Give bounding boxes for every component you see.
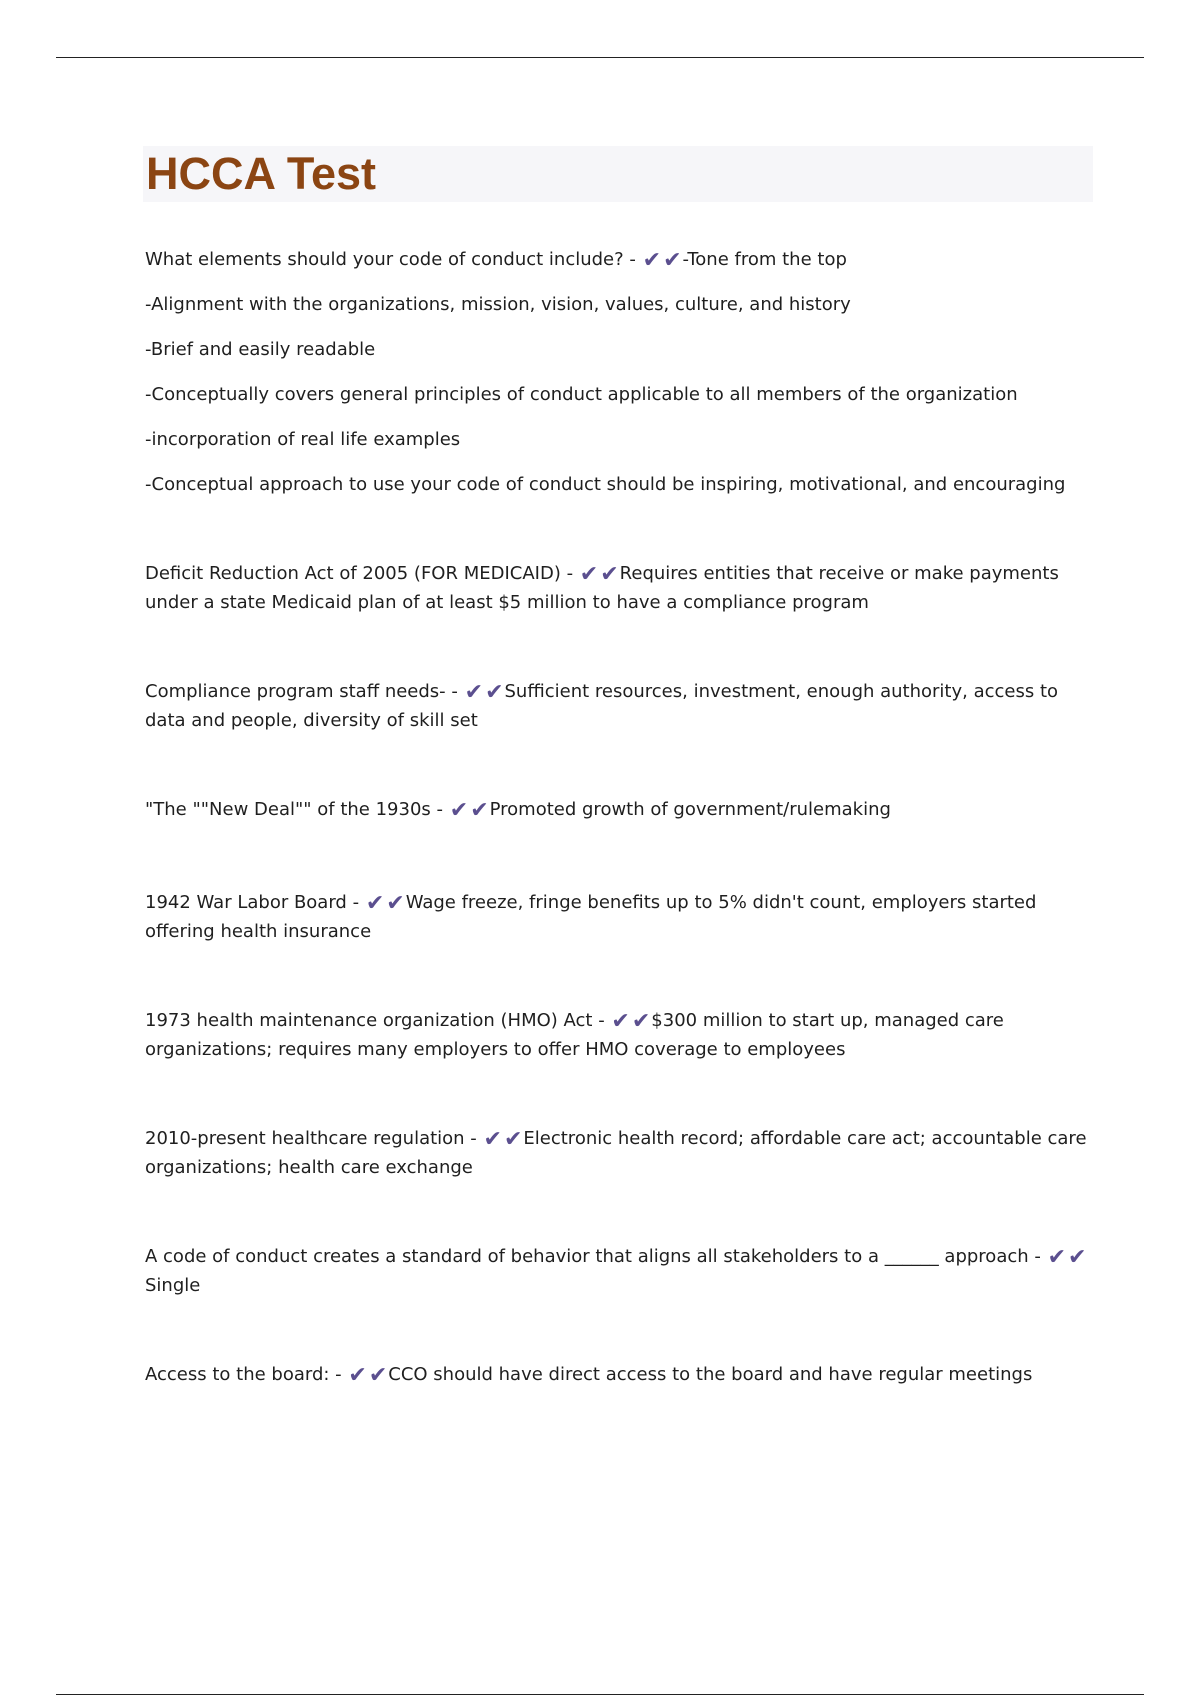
check-icon: ✔ — [579, 562, 599, 587]
answer-text: Single — [145, 1275, 201, 1296]
check-icon: ✔ — [485, 680, 504, 705]
check-icon: ✔ — [483, 1127, 502, 1152]
check-icon: ✔ — [348, 1363, 367, 1388]
qa-entry — [145, 795, 1090, 824]
check-icon: ✔ — [642, 248, 662, 273]
qa-entry — [145, 888, 1090, 946]
answer-line: -Conceptual approach to use your code of conduct should be inspiring, motivational, and encouraging — [145, 474, 1066, 495]
check-icon: ✔ — [365, 891, 385, 916]
qa-entry — [145, 1242, 1090, 1300]
question-text: Access to the board: - — [145, 1364, 342, 1385]
answer-line: -Brief and easily readable — [145, 339, 376, 360]
qa-list — [145, 245, 1090, 1389]
question-text: A code of conduct creates a standard of behavior that aligns all stakeholders to a ______ approach - — [145, 1246, 1041, 1267]
bottom-rule — [56, 1694, 1144, 1695]
answer-text: $300 million to start up, managed care organizations; requires many employers to offer HMO coverage to employees — [145, 1010, 1004, 1060]
qa-entry — [145, 1360, 1090, 1389]
qa-entry — [145, 245, 1090, 274]
qa-entry — [145, 677, 1090, 735]
answer-text: CCO should have direct access to the board and have regular meetings — [388, 1364, 1033, 1385]
question-text: 1973 health maintenance organization (HMO) Act - — [145, 1010, 605, 1031]
top-rule — [56, 57, 1144, 58]
answer-line: -Alignment with the organizations, mission, vision, values, culture, and history — [145, 294, 851, 315]
qa-item — [145, 245, 1090, 499]
check-icon: ✔ — [386, 891, 405, 916]
qa-entry — [145, 1124, 1090, 1182]
check-icon: ✔ — [631, 1009, 651, 1034]
question-text: Deficit Reduction Act of 2005 (FOR MEDICAID) - — [145, 563, 574, 584]
answer-line: -incorporation of real life examples — [145, 429, 461, 450]
check-icon: ✔ — [449, 798, 469, 823]
answer-text: Electronic health record; affordable care act; accountable care organizations; health care exchange — [145, 1128, 1087, 1178]
qa-entry — [145, 559, 1090, 617]
check-icon: ✔ — [1047, 1245, 1067, 1270]
check-icon: ✔ — [503, 1127, 523, 1152]
document-title: HCCA Test — [146, 148, 377, 199]
question-text: "The ""New Deal"" of the 1930s - — [145, 799, 444, 820]
check-icon: ✔ — [368, 1363, 388, 1388]
answer-text: Wage freeze, fringe benefits up to 5% didn't count, employers started offering health insurance — [145, 892, 1037, 942]
check-icon: ✔ — [464, 680, 484, 705]
question-text: Compliance program staff needs- - — [145, 681, 458, 702]
check-icon: ✔ — [470, 798, 489, 823]
question-text: What elements should your code of conduct include? - — [145, 249, 636, 270]
answer-text: Requires entities that receive or make payments under a state Medicaid plan of at least $5 million to have a compliance program — [145, 563, 1059, 613]
check-icon: ✔ — [600, 562, 619, 587]
question-text: 2010-present healthcare regulation - — [145, 1128, 477, 1149]
answer-text: -Tone from the top — [682, 249, 847, 270]
answer-line: -Conceptually covers general principles of conduct applicable to all members of the organization — [145, 384, 1018, 405]
check-icon: ✔ — [663, 248, 682, 273]
question-text: 1942 War Labor Board - — [145, 892, 360, 913]
answer-text: Promoted growth of government/rulemaking — [489, 799, 891, 820]
answer-text: Sufficient resources, investment, enough authority, access to data and people, diversity of skill set — [145, 681, 1059, 731]
check-icon: ✔ — [1068, 1245, 1087, 1270]
qa-entry — [145, 1006, 1090, 1064]
check-icon: ✔ — [611, 1009, 630, 1034]
